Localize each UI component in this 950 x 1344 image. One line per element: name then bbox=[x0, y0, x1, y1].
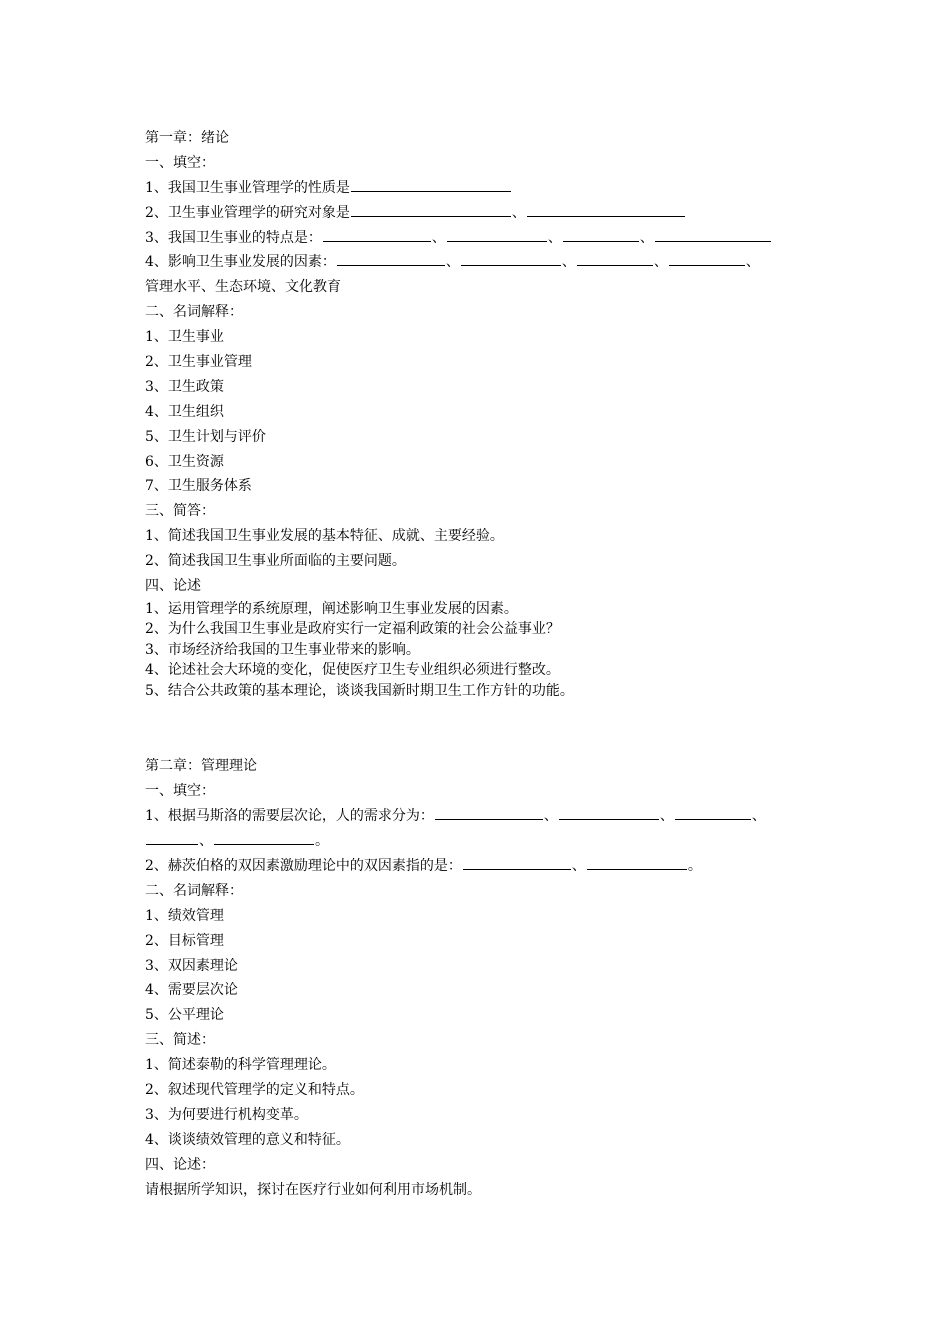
term-item: 3、卫生政策 bbox=[145, 378, 224, 395]
fill-question bbox=[145, 201, 825, 226]
question-text: 4、影响卫生事业发展的因素： bbox=[145, 254, 336, 271]
period: 。 bbox=[315, 833, 329, 850]
answer-blank bbox=[461, 251, 561, 266]
term-item: 7、卫生服务体系 bbox=[145, 478, 252, 495]
answer-blank bbox=[587, 855, 687, 870]
term-item: 6、卫生资源 bbox=[145, 453, 224, 470]
answer-blank bbox=[214, 830, 314, 845]
answer-blank bbox=[447, 227, 547, 242]
fill-question bbox=[145, 226, 825, 251]
question-text: 3、我国卫生事业的特点是： bbox=[145, 229, 322, 246]
answer-blank bbox=[323, 227, 431, 242]
separator: 、 bbox=[751, 808, 766, 825]
short-answer-item: 1、简述泰勒的科学管理理论。 bbox=[145, 1057, 336, 1074]
term-item: 1、卫生事业 bbox=[145, 329, 224, 346]
document-page bbox=[145, 126, 825, 1202]
essay-item: 5、结合公共政策的基本理论，谈谈我国新时期卫生工作方针的功能。 bbox=[145, 682, 574, 699]
chapter-title: 第一章：绪论 bbox=[145, 130, 229, 146]
fill-question bbox=[145, 176, 825, 201]
section-heading: 一、填空： bbox=[145, 154, 215, 171]
fill-question-continuation bbox=[145, 829, 825, 854]
separator: 、 bbox=[547, 229, 562, 246]
chapter-title: 第二章：管理理论 bbox=[145, 758, 257, 775]
section-heading: 四、论述 bbox=[145, 578, 201, 595]
separator: 、 bbox=[445, 254, 460, 271]
answer-blank bbox=[669, 251, 745, 266]
answer-blank bbox=[577, 251, 653, 266]
term-item: 5、公平理论 bbox=[145, 1007, 224, 1024]
short-answer-item: 2、叙述现代管理学的定义和特点。 bbox=[145, 1082, 364, 1098]
fill-question bbox=[145, 804, 825, 829]
separator: 、 bbox=[561, 254, 576, 271]
separator: 、 bbox=[653, 254, 668, 271]
answer-blank bbox=[435, 805, 543, 820]
term-item: 4、需要层次论 bbox=[145, 982, 238, 999]
section-heading: 四、论述： bbox=[145, 1156, 215, 1173]
separator: 、 bbox=[511, 204, 526, 221]
answer-blank bbox=[351, 202, 511, 217]
separator: 、 bbox=[639, 229, 654, 246]
short-answer-item: 1、简述我国卫生事业发展的基本特征、成就、主要经验。 bbox=[145, 528, 504, 545]
term-item: 4、卫生组织 bbox=[145, 403, 224, 420]
essay-item: 2、为什么我国卫生事业是政府实行一定福利政策的社会公益事业？ bbox=[145, 621, 560, 638]
term-item: 5、卫生计划与评价 bbox=[145, 428, 266, 445]
period: 。 bbox=[687, 857, 702, 874]
answer-blank bbox=[337, 251, 445, 266]
answer-blank bbox=[527, 202, 685, 217]
answer-blank bbox=[463, 855, 571, 870]
answer-blank bbox=[675, 805, 751, 820]
term-item: 1、绩效管理 bbox=[145, 907, 224, 924]
term-item: 2、卫生事业管理 bbox=[145, 354, 252, 371]
short-answer-item: 3、为何要进行机构变革。 bbox=[145, 1106, 308, 1123]
essay-item: 请根据所学知识，探讨在医疗行业如何利用市场机制。 bbox=[145, 1181, 481, 1198]
question-text: 2、卫生事业管理学的研究对象是 bbox=[145, 204, 350, 221]
answer-blank bbox=[563, 227, 639, 242]
section-heading: 二、名词解释： bbox=[145, 882, 243, 899]
question-continuation: 管理水平、生态环境、文化教育 bbox=[145, 279, 341, 296]
question-text: 1、我国卫生事业管理学的性质是 bbox=[145, 179, 350, 196]
section-heading: 三、简述： bbox=[145, 1032, 215, 1049]
answer-blank bbox=[351, 177, 511, 192]
fill-question bbox=[145, 250, 825, 275]
separator: 、 bbox=[571, 857, 586, 874]
essay-item: 1、运用管理学的系统原理，阐述影响卫生事业发展的因素。 bbox=[145, 600, 518, 617]
separator: 、 bbox=[431, 229, 446, 246]
term-item: 3、双因素理论 bbox=[145, 957, 238, 974]
short-answer-item: 4、谈谈绩效管理的意义和特征。 bbox=[145, 1131, 350, 1148]
question-text: 2、赫茨伯格的双因素激励理论中的双因素指的是： bbox=[145, 857, 462, 874]
separator: 、 bbox=[745, 254, 760, 271]
answer-blank bbox=[655, 227, 771, 242]
section-heading: 三、简答： bbox=[145, 503, 215, 520]
separator: 、 bbox=[659, 808, 674, 825]
question-text: 1、根据马斯洛的需要层次论，人的需求分为： bbox=[145, 808, 434, 825]
fill-question bbox=[145, 854, 825, 879]
answer-blank bbox=[146, 830, 198, 845]
section-heading: 二、名词解释： bbox=[145, 304, 243, 321]
separator: 、 bbox=[199, 833, 213, 850]
essay-item: 3、市场经济给我国的卫生事业带来的影响。 bbox=[145, 641, 420, 658]
separator: 、 bbox=[543, 808, 558, 825]
term-item: 2、目标管理 bbox=[145, 932, 224, 949]
short-answer-item: 2、简述我国卫生事业所面临的主要问题。 bbox=[145, 553, 406, 570]
section-heading: 一、填空： bbox=[145, 783, 215, 800]
essay-item: 4、论述社会大环境的变化，促使医疗卫生专业组织必须进行整改。 bbox=[145, 662, 560, 679]
chapter-spacer bbox=[145, 701, 825, 754]
answer-blank bbox=[559, 805, 659, 820]
